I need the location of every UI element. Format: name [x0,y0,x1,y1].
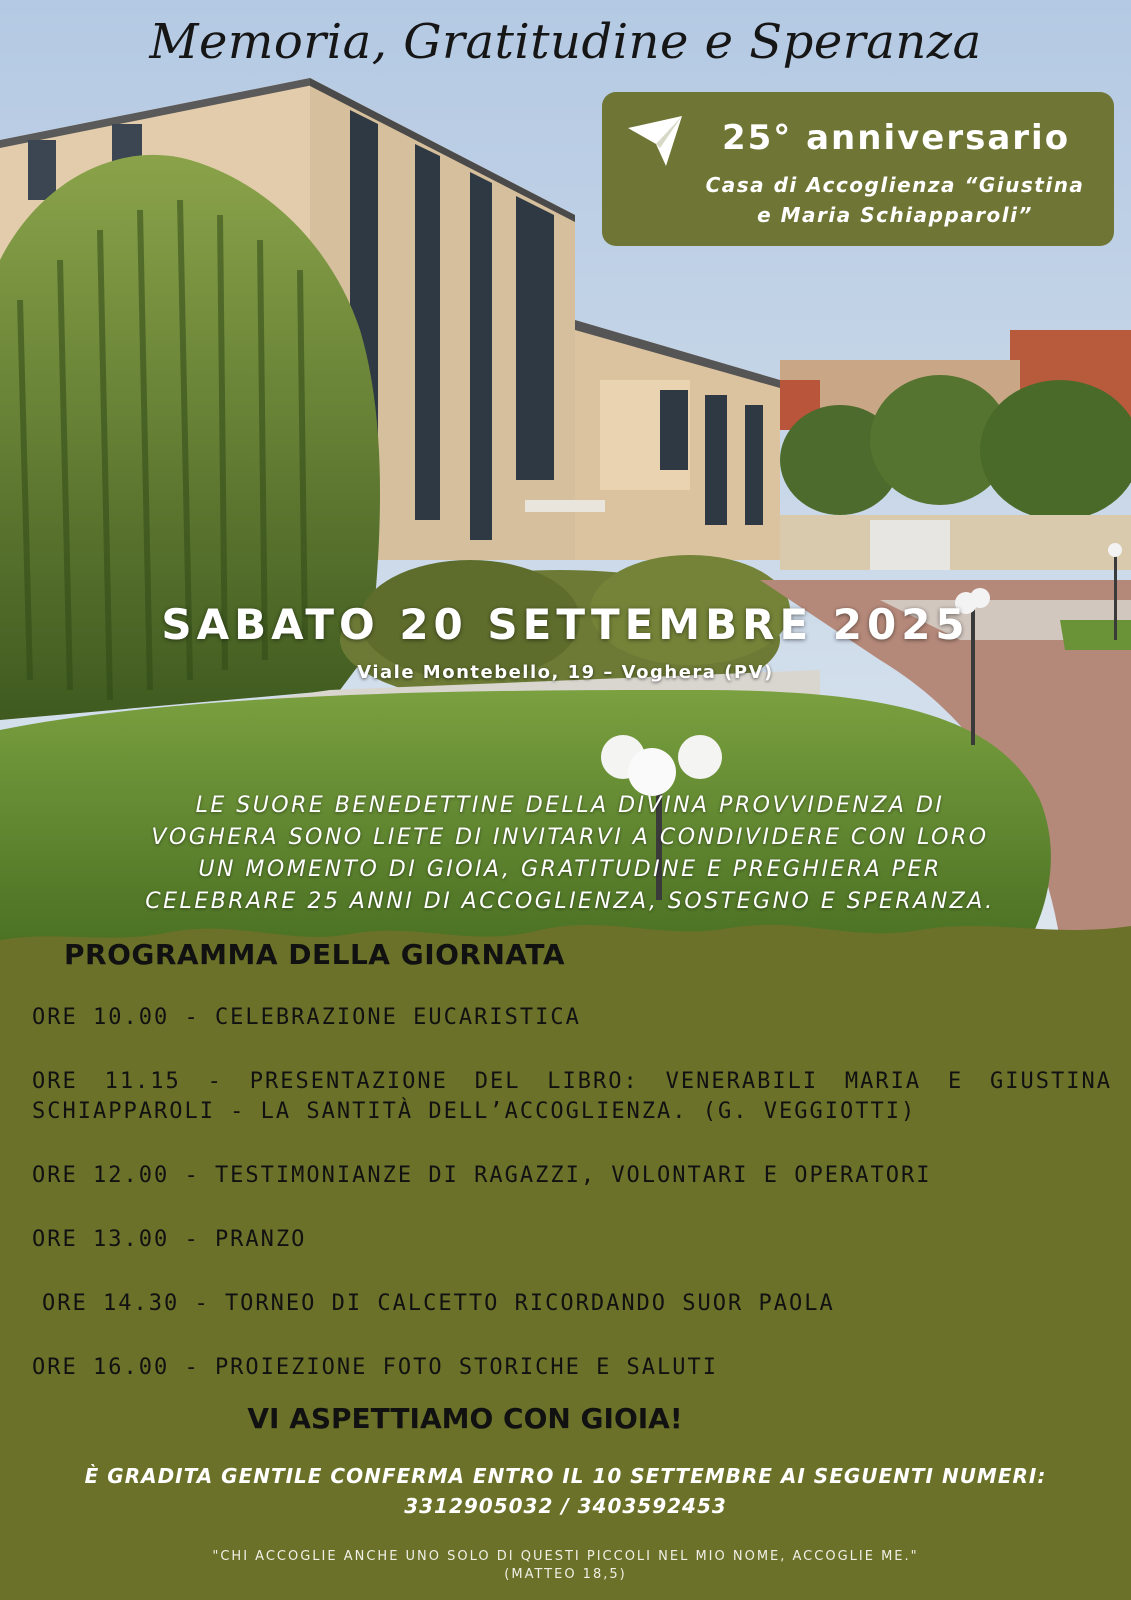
event-title: Memoria, Gratitudine e Speranza [149,14,982,70]
program-item: ORE 10.00 - CELEBRAZIONE EUCARISTICA [32,1005,581,1030]
paper-plane-icon [626,114,684,172]
house-name [686,170,1104,230]
program-item: ORE 11.15 - PRESENTAZIONE DEL LIBRO: VENERABILI MARIA E GIUSTINA SCHIAPPAROLI - LA SANTITÀ DELL’ACCOGLIENZA. (G. VEGGIOTTI) [32,1069,1112,1124]
anniversary-badge [602,92,1114,246]
rsvp-phones: 3312905032 / 3403592453 [404,1494,727,1518]
bible-quote [0,1548,1131,1584]
closing-message: VI ASPETTIAMO CON GIOIA! [247,1402,683,1435]
program-item: ORE 14.30 - TORNEO DI CALCETTO RICORDANDO SUOR PAOLA [42,1291,835,1316]
program-item: ORE 13.00 - PRANZO [32,1227,307,1252]
rsvp-note [0,1461,1131,1521]
rsvp-text: È GRADITA GENTILE CONFERMA ENTRO IL 10 SETTEMBRE AI SEGUENTI NUMERI: [84,1464,1047,1488]
event-date: SABATO 20 SETTEMBRE 2025 [161,600,970,649]
invitation-line: CELEBRARE 25 ANNI DI ACCOGLIENZA, SOSTEGNO E SPERANZA. [145,889,995,914]
invitation-text [130,790,1010,918]
anniversary-label: 25° anniversario [721,118,1071,158]
event-address: Viale Montebello, 19 – Voghera (PV) [357,662,774,683]
program-item: ORE 12.00 - TESTIMONIANZE DI RAGAZZI, VOLONTARI E OPERATORI [32,1163,932,1188]
invitation-line: VOGHERA SONO LIETE DI INVITARVI A CONDIVIDERE CON LORO [151,825,989,850]
invitation-line: UN MOMENTO DI GIOIA, GRATITUDINE E PREGHIERA PER [198,857,942,882]
program-item: ORE 16.00 - PROIEZIONE FOTO STORICHE E SALUTI [32,1355,719,1380]
program-title: PROGRAMMA DELLA GIORNATA [64,938,566,971]
program-list [32,1003,1112,1417]
house-name-line2: e Maria Schiapparoli” [757,203,1033,227]
house-name-line1: Casa di Accoglienza “Giustina [705,173,1085,197]
invitation-line: LE SUORE BENEDETTINE DELLA DIVINA PROVVIDENZA DI [195,793,945,818]
quote-text: "CHI ACCOGLIE ANCHE UNO SOLO DI QUESTI PICCOLI NEL MIO NOME, ACCOGLIE ME." [212,1549,919,1564]
quote-source: (MATTEO 18,5) [504,1567,627,1582]
